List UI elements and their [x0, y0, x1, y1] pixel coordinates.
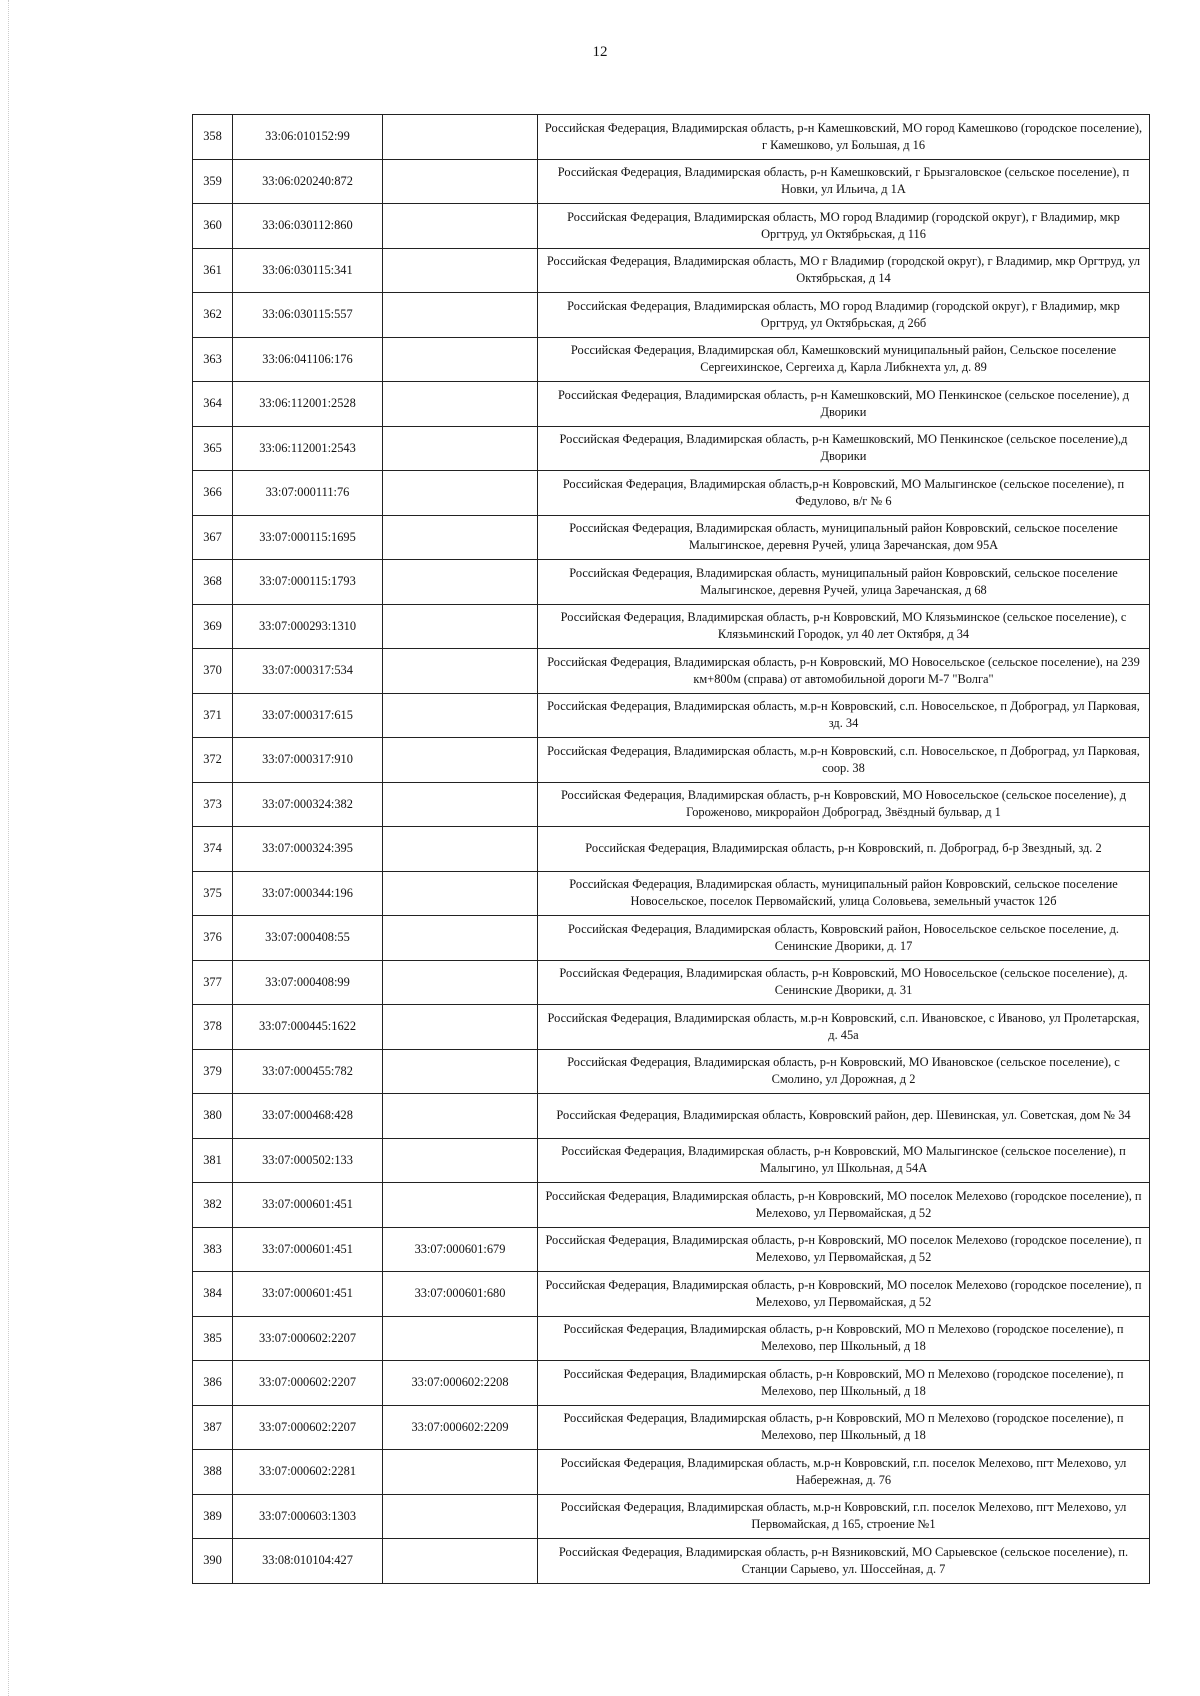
- table-row: [193, 871, 1150, 916]
- row-number-cell: 360: [193, 204, 233, 249]
- cadastral-number-cell: 33:07:000317:534: [233, 649, 383, 694]
- table-row: [193, 426, 1150, 471]
- cadastral-number-cell: 33:07:000601:451: [233, 1183, 383, 1228]
- table-row: [193, 293, 1150, 338]
- row-number-cell: 376: [193, 916, 233, 961]
- cadastral-number-cell: 33:07:000602:2207: [233, 1361, 383, 1406]
- table-body: [193, 115, 1150, 1584]
- cadastral-number-cell: 33:07:000324:382: [233, 782, 383, 827]
- address-cell: Российская Федерация, Владимирская область, м.р-н Ковровский, с.п. Ивановское, с Иваново, ул Пролетарская, д. 45а: [538, 1005, 1150, 1050]
- cadastral-number-cell: 33:06:041106:176: [233, 337, 383, 382]
- sub-object-number-cell: [383, 115, 538, 160]
- address-cell: Российская Федерация, Владимирская область, р-н Камешковский, МО Пенкинское (сельское поселение), д Дворики: [538, 382, 1150, 427]
- sub-object-number-cell: [383, 960, 538, 1005]
- table-row: [193, 738, 1150, 783]
- address-cell: Российская Федерация, Владимирская область, р-н Ковровский, МО поселок Мелехово (городское поселение), п Мелехово, ул Первомайская, д 52: [538, 1183, 1150, 1228]
- address-cell: Российская Федерация, Владимирская область, р-н Ковровский, МО п Мелехово (городское поселение), п Мелехово, пер Школьный, д 18: [538, 1405, 1150, 1450]
- cadastral-number-cell: 33:07:000317:910: [233, 738, 383, 783]
- table-row: [193, 1227, 1150, 1272]
- address-cell: Российская Федерация, Владимирская область, м.р-н Ковровский, с.п. Новосельское, п Доброград, ул Парковая, соор. 38: [538, 738, 1150, 783]
- cadastral-number-cell: 33:07:000603:1303: [233, 1494, 383, 1539]
- sub-object-number-cell: [383, 1494, 538, 1539]
- sub-object-number-cell: [383, 1316, 538, 1361]
- cadastral-number-cell: 33:06:030115:557: [233, 293, 383, 338]
- address-cell: Российская Федерация, Владимирская область, р-н Ковровский, МО Новосельское (сельское поселение), д Гороженово, микрорайон Доброград, Звёздный бульвар, д 1: [538, 782, 1150, 827]
- table-row: [193, 515, 1150, 560]
- cadastral-number-cell: 33:07:000317:615: [233, 693, 383, 738]
- table-row: [193, 1005, 1150, 1050]
- row-number-cell: 389: [193, 1494, 233, 1539]
- table-row: [193, 337, 1150, 382]
- cadastral-number-cell: 33:07:000115:1695: [233, 515, 383, 560]
- sub-object-number-cell: [383, 1094, 538, 1139]
- address-cell: Российская Федерация, Владимирская область, р-н Ковровский, МО Новосельское (сельское поселение), д. Сенинские Дворики, д. 31: [538, 960, 1150, 1005]
- sub-object-number-cell: [383, 1183, 538, 1228]
- table-row: [193, 1539, 1150, 1584]
- address-cell: Российская Федерация, Владимирская область,р-н Ковровский, МО Малыгинское (сельское поселение), п Федулово, в/г № 6: [538, 471, 1150, 516]
- row-number-cell: 378: [193, 1005, 233, 1050]
- sub-object-number-cell: [383, 827, 538, 872]
- sub-object-number-cell: [383, 1450, 538, 1495]
- cadastral-number-cell: 33:06:030112:860: [233, 204, 383, 249]
- address-cell: Российская Федерация, Владимирская область, р-н Ковровский, МО п Мелехово (городское поселение), п Мелехово, пер Школьный, д 18: [538, 1316, 1150, 1361]
- cadastral-number-cell: 33:07:000468:428: [233, 1094, 383, 1139]
- sub-object-number-cell: [383, 560, 538, 605]
- cadastral-number-cell: 33:06:010152:99: [233, 115, 383, 160]
- address-cell: Российская Федерация, Владимирская область, муниципальный район Ковровский, сельское поселение Новосельское, поселок Первомайский, улица Соловьева, земельный участок 12б: [538, 871, 1150, 916]
- cadastral-number-cell: 33:07:000445:1622: [233, 1005, 383, 1050]
- table-row: [193, 916, 1150, 961]
- row-number-cell: 382: [193, 1183, 233, 1228]
- row-number-cell: 374: [193, 827, 233, 872]
- table-row: [193, 1494, 1150, 1539]
- cadastral-number-cell: 33:07:000601:451: [233, 1272, 383, 1317]
- table-row: [193, 1183, 1150, 1228]
- row-number-cell: 366: [193, 471, 233, 516]
- table-row: [193, 159, 1150, 204]
- address-cell: Российская Федерация, Владимирская область, Ковровский район, дер. Шевинская, ул. Советская, дом № 34: [538, 1094, 1150, 1139]
- address-cell: Российская Федерация, Владимирская область, р-н Ковровский, п. Доброград, б-р Звездный, зд. 2: [538, 827, 1150, 872]
- table-row: [193, 827, 1150, 872]
- row-number-cell: 367: [193, 515, 233, 560]
- address-cell: Российская Федерация, Владимирская область, м.р-н Ковровский, с.п. Новосельское, п Доброград, ул Парковая, зд. 34: [538, 693, 1150, 738]
- address-cell: Российская Федерация, Владимирская область, м.р-н Ковровский, г.п. поселок Мелехово, пгт Мелехово, ул Первомайская, д 165, строение №1: [538, 1494, 1150, 1539]
- row-number-cell: 359: [193, 159, 233, 204]
- cadastral-number-cell: 33:07:000324:395: [233, 827, 383, 872]
- sub-object-number-cell: 33:07:000602:2209: [383, 1405, 538, 1450]
- table-row: [193, 1094, 1150, 1139]
- address-cell: Российская Федерация, Владимирская область, МО город Владимир (городской округ), г Владимир, мкр Оргтруд, ул Октябрьская, д 26б: [538, 293, 1150, 338]
- row-number-cell: 361: [193, 248, 233, 293]
- address-cell: Российская Федерация, Владимирская область, муниципальный район Ковровский, сельское поселение Малыгинское, деревня Ручей, улица Заречанская, д 68: [538, 560, 1150, 605]
- address-cell: Российская Федерация, Владимирская область, р-н Ковровский, МО п Мелехово (городское поселение), п Мелехово, пер Школьный, д 18: [538, 1361, 1150, 1406]
- cadastral-number-cell: 33:07:000455:782: [233, 1049, 383, 1094]
- cadastral-number-cell: 33:07:000293:1310: [233, 604, 383, 649]
- row-number-cell: 364: [193, 382, 233, 427]
- cadastral-number-cell: 33:07:000502:133: [233, 1138, 383, 1183]
- cadastral-number-cell: 33:07:000408:55: [233, 916, 383, 961]
- address-cell: Российская Федерация, Владимирская область, р-н Камешковский, МО Пенкинское (сельское поселение),д Дворики: [538, 426, 1150, 471]
- row-number-cell: 362: [193, 293, 233, 338]
- cadastral-number-cell: 33:06:112001:2543: [233, 426, 383, 471]
- table-row: [193, 115, 1150, 160]
- row-number-cell: 381: [193, 1138, 233, 1183]
- row-number-cell: 390: [193, 1539, 233, 1584]
- table-row: [193, 1361, 1150, 1406]
- row-number-cell: 369: [193, 604, 233, 649]
- sub-object-number-cell: [383, 693, 538, 738]
- sub-object-number-cell: [383, 515, 538, 560]
- cadastral-number-cell: 33:07:000111:76: [233, 471, 383, 516]
- table-row: [193, 693, 1150, 738]
- address-cell: Российская Федерация, Владимирская область, м.р-н Ковровский, г.п. поселок Мелехово, пгт Мелехово, ул Набережная, д. 76: [538, 1450, 1150, 1495]
- cadastral-number-cell: 33:07:000344:196: [233, 871, 383, 916]
- sub-object-number-cell: 33:07:000601:679: [383, 1227, 538, 1272]
- row-number-cell: 375: [193, 871, 233, 916]
- row-number-cell: 387: [193, 1405, 233, 1450]
- sub-object-number-cell: [383, 916, 538, 961]
- address-cell: Российская Федерация, Владимирская область, р-н Вязниковский, МО Сарыевское (сельское поселение), п. Станции Сарыево, ул. Шоссейная, д. 7: [538, 1539, 1150, 1584]
- table-row: [193, 560, 1150, 605]
- sub-object-number-cell: [383, 604, 538, 649]
- cadastral-number-cell: 33:07:000115:1793: [233, 560, 383, 605]
- row-number-cell: 386: [193, 1361, 233, 1406]
- cadastral-number-cell: 33:07:000601:451: [233, 1227, 383, 1272]
- address-cell: Российская Федерация, Владимирская область, муниципальный район Ковровский, сельское поселение Малыгинское, деревня Ручей, улица Заречанская, дом 95А: [538, 515, 1150, 560]
- table-row: [193, 782, 1150, 827]
- sub-object-number-cell: [383, 293, 538, 338]
- cadastral-number-cell: 33:06:112001:2528: [233, 382, 383, 427]
- table-row: [193, 1272, 1150, 1317]
- address-cell: Российская Федерация, Владимирская область, р-н Камешковский, г Брызгаловское (сельское поселение), п Новки, ул Ильича, д 1А: [538, 159, 1150, 204]
- address-cell: Российская Федерация, Владимирская область, р-н Ковровский, МО поселок Мелехово (городское поселение), п Мелехово, ул Первомайская, д 52: [538, 1272, 1150, 1317]
- address-cell: Российская Федерация, Владимирская область, МО город Владимир (городской округ), г Владимир, мкр Оргтруд, ул Октябрьская, д 116: [538, 204, 1150, 249]
- address-cell: Российская Федерация, Владимирская область, р-н Ковровский, МО Новосельское (сельское поселение), на 239 км+800м (справа) от автомобильной дороги М-7 "Волга": [538, 649, 1150, 694]
- row-number-cell: 365: [193, 426, 233, 471]
- table-row: [193, 1049, 1150, 1094]
- sub-object-number-cell: [383, 1138, 538, 1183]
- row-number-cell: 377: [193, 960, 233, 1005]
- address-cell: Российская Федерация, Владимирская область, Ковровский район, Новосельское сельское поселение, д. Сенинские Дворики, д. 17: [538, 916, 1150, 961]
- table-row: [193, 1405, 1150, 1450]
- row-number-cell: 373: [193, 782, 233, 827]
- row-number-cell: 383: [193, 1227, 233, 1272]
- sub-object-number-cell: [383, 782, 538, 827]
- table-row: [193, 1450, 1150, 1495]
- table-row: [193, 1316, 1150, 1361]
- sub-object-number-cell: [383, 382, 538, 427]
- sub-object-number-cell: [383, 248, 538, 293]
- cadastral-number-cell: 33:08:010104:427: [233, 1539, 383, 1584]
- cadastral-number-cell: 33:07:000602:2207: [233, 1316, 383, 1361]
- scan-margin-line: [8, 0, 11, 1696]
- address-cell: Российская Федерация, Владимирская область, р-н Камешковский, МО город Камешково (городское поселение), г Камешково, ул Большая, д 16: [538, 115, 1150, 160]
- table-row: [193, 960, 1150, 1005]
- address-cell: Российская Федерация, Владимирская область, р-н Ковровский, МО Малыгинское (сельское поселение), п Малыгино, ул Школьная, д 54А: [538, 1138, 1150, 1183]
- sub-object-number-cell: [383, 738, 538, 783]
- address-cell: Российская Федерация, Владимирская область, р-н Ковровский, МО Ивановское (сельское поселение), с Смолино, ул Дорожная, д 2: [538, 1049, 1150, 1094]
- row-number-cell: 370: [193, 649, 233, 694]
- row-number-cell: 379: [193, 1049, 233, 1094]
- table-row: [193, 248, 1150, 293]
- row-number-cell: 371: [193, 693, 233, 738]
- sub-object-number-cell: 33:07:000602:2208: [383, 1361, 538, 1406]
- table-row: [193, 649, 1150, 694]
- row-number-cell: 380: [193, 1094, 233, 1139]
- sub-object-number-cell: [383, 1005, 538, 1050]
- table-row: [193, 204, 1150, 249]
- table-row: [193, 1138, 1150, 1183]
- sub-object-number-cell: 33:07:000601:680: [383, 1272, 538, 1317]
- cadastral-number-cell: 33:06:020240:872: [233, 159, 383, 204]
- sub-object-number-cell: [383, 159, 538, 204]
- cadastral-number-cell: 33:07:000602:2207: [233, 1405, 383, 1450]
- sub-object-number-cell: [383, 871, 538, 916]
- sub-object-number-cell: [383, 337, 538, 382]
- sub-object-number-cell: [383, 1049, 538, 1094]
- address-cell: Российская Федерация, Владимирская область, р-н Ковровский, МО поселок Мелехово (городское поселение), п Мелехово, ул Первомайская, д 52: [538, 1227, 1150, 1272]
- cadastral-number-cell: 33:07:000602:2281: [233, 1450, 383, 1495]
- table-row: [193, 471, 1150, 516]
- sub-object-number-cell: [383, 1539, 538, 1584]
- row-number-cell: 384: [193, 1272, 233, 1317]
- address-cell: Российская Федерация, Владимирская обл, Камешковский муниципальный район, Сельское поселение Сергеихинское, Сергеиха д, Карла Либкнехта ул, д. 89: [538, 337, 1150, 382]
- property-register-table: [192, 114, 1150, 1584]
- row-number-cell: 363: [193, 337, 233, 382]
- sub-object-number-cell: [383, 204, 538, 249]
- row-number-cell: 385: [193, 1316, 233, 1361]
- row-number-cell: 358: [193, 115, 233, 160]
- table-row: [193, 382, 1150, 427]
- row-number-cell: 372: [193, 738, 233, 783]
- sub-object-number-cell: [383, 426, 538, 471]
- address-cell: Российская Федерация, Владимирская область, МО г Владимир (городской округ), г Владимир, мкр Оргтруд, ул Октябрьская, д 14: [538, 248, 1150, 293]
- sub-object-number-cell: [383, 649, 538, 694]
- page-number: 12: [592, 44, 608, 60]
- address-cell: Российская Федерация, Владимирская область, р-н Ковровский, МО Клязьминское (сельское поселение), с Клязьминский Городок, ул 40 лет Октября, д 34: [538, 604, 1150, 649]
- table-row: [193, 604, 1150, 649]
- row-number-cell: 368: [193, 560, 233, 605]
- row-number-cell: 388: [193, 1450, 233, 1495]
- sub-object-number-cell: [383, 471, 538, 516]
- cadastral-number-cell: 33:07:000408:99: [233, 960, 383, 1005]
- cadastral-number-cell: 33:06:030115:341: [233, 248, 383, 293]
